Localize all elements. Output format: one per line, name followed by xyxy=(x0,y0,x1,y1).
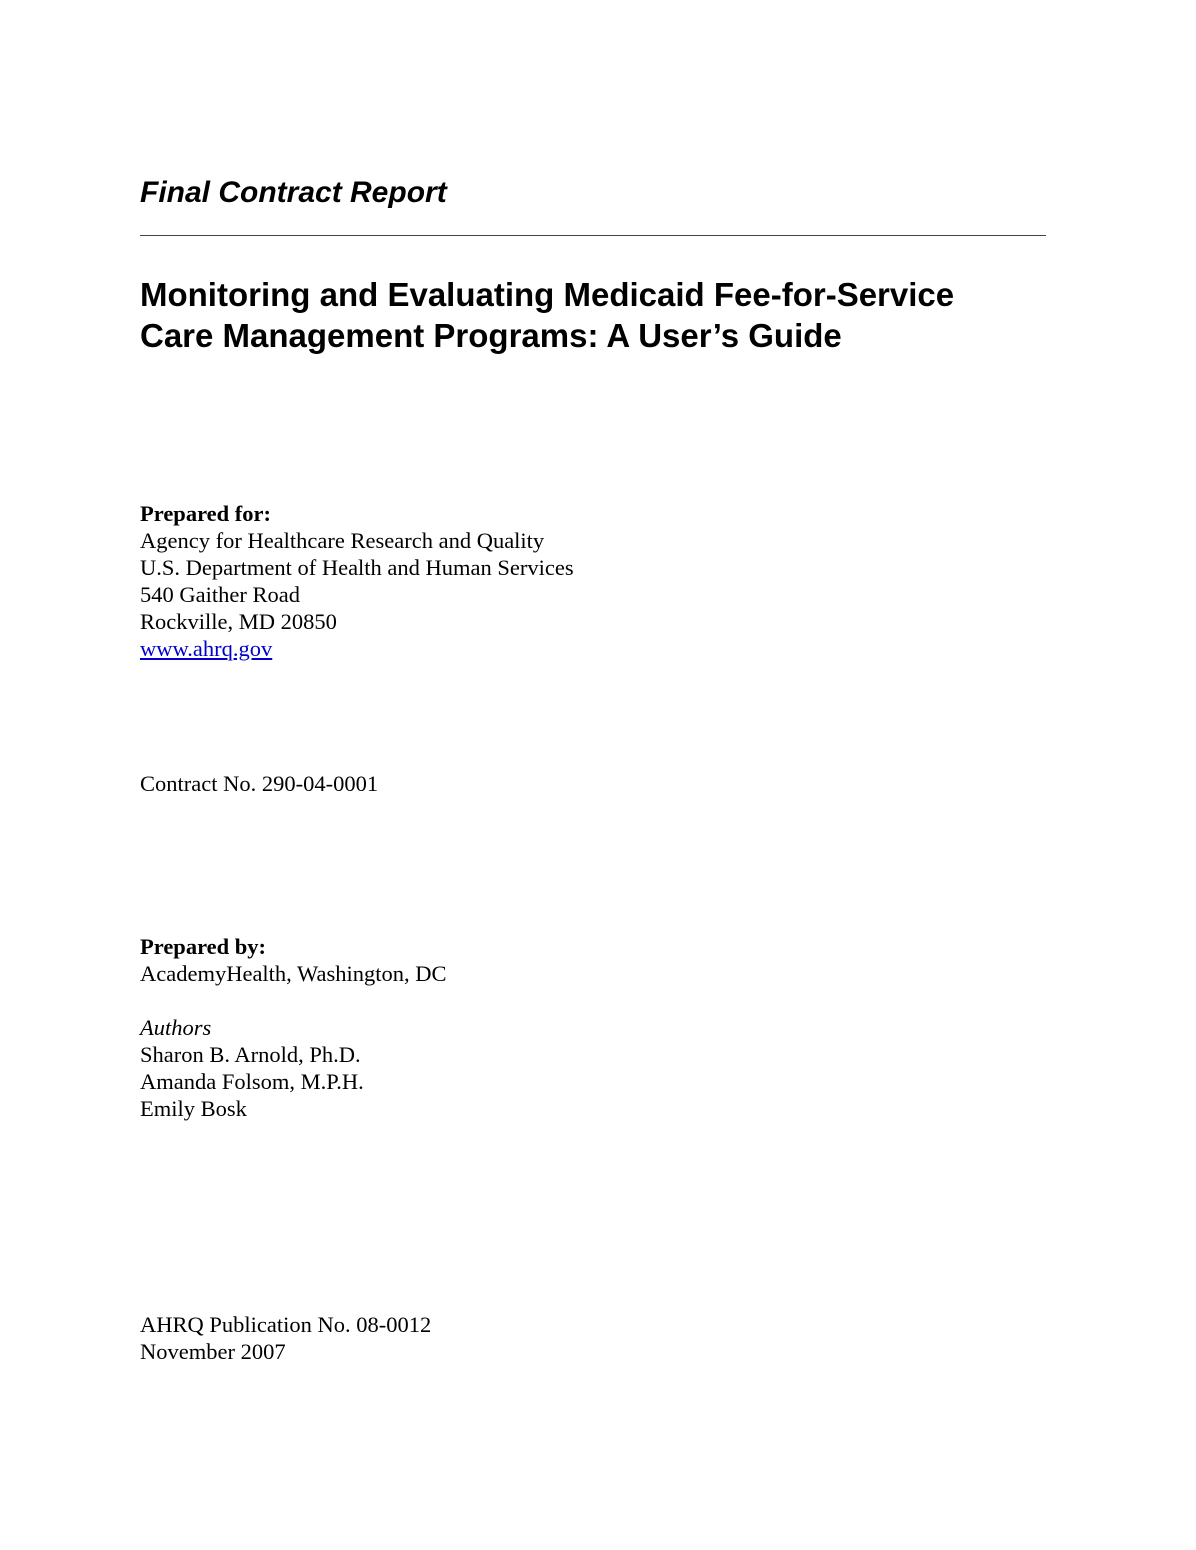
publication-number: AHRQ Publication No. 08-0012 xyxy=(140,1312,432,1337)
document-title xyxy=(140,274,1080,356)
authors-section xyxy=(140,1014,364,1122)
title-line-2: Care Management Programs: A User’s Guide xyxy=(140,317,842,354)
author-name: Emily Bosk xyxy=(140,1096,247,1121)
authors-heading: Authors xyxy=(140,1015,212,1040)
publication-section xyxy=(140,1311,431,1365)
title-line-1: Monitoring and Evaluating Medicaid Fee-for-Service xyxy=(140,276,955,313)
prepared-by-heading: Prepared by: xyxy=(140,934,267,959)
contract-number: Contract No. 290-04-0001 xyxy=(140,771,379,796)
prepared-for-heading: Prepared for: xyxy=(140,501,272,526)
prepared-by-section xyxy=(140,933,446,987)
contract-section xyxy=(140,770,378,797)
department-name: U.S. Department of Health and Human Services xyxy=(140,555,574,580)
street-address: 540 Gaither Road xyxy=(140,582,300,607)
prepared-for-section xyxy=(140,500,574,662)
agency-name: Agency for Healthcare Research and Quality xyxy=(140,528,545,553)
website-link[interactable]: www.ahrq.gov xyxy=(140,636,273,661)
author-name: Sharon B. Arnold, Ph.D. xyxy=(140,1042,361,1067)
horizontal-rule xyxy=(140,235,1046,236)
preparing-organization: AcademyHealth, Washington, DC xyxy=(140,961,447,986)
report-type: Final Contract Report xyxy=(140,176,447,209)
author-name: Amanda Folsom, M.P.H. xyxy=(140,1069,364,1094)
publication-date: November 2007 xyxy=(140,1339,286,1364)
city-state-zip: Rockville, MD 20850 xyxy=(140,609,337,634)
